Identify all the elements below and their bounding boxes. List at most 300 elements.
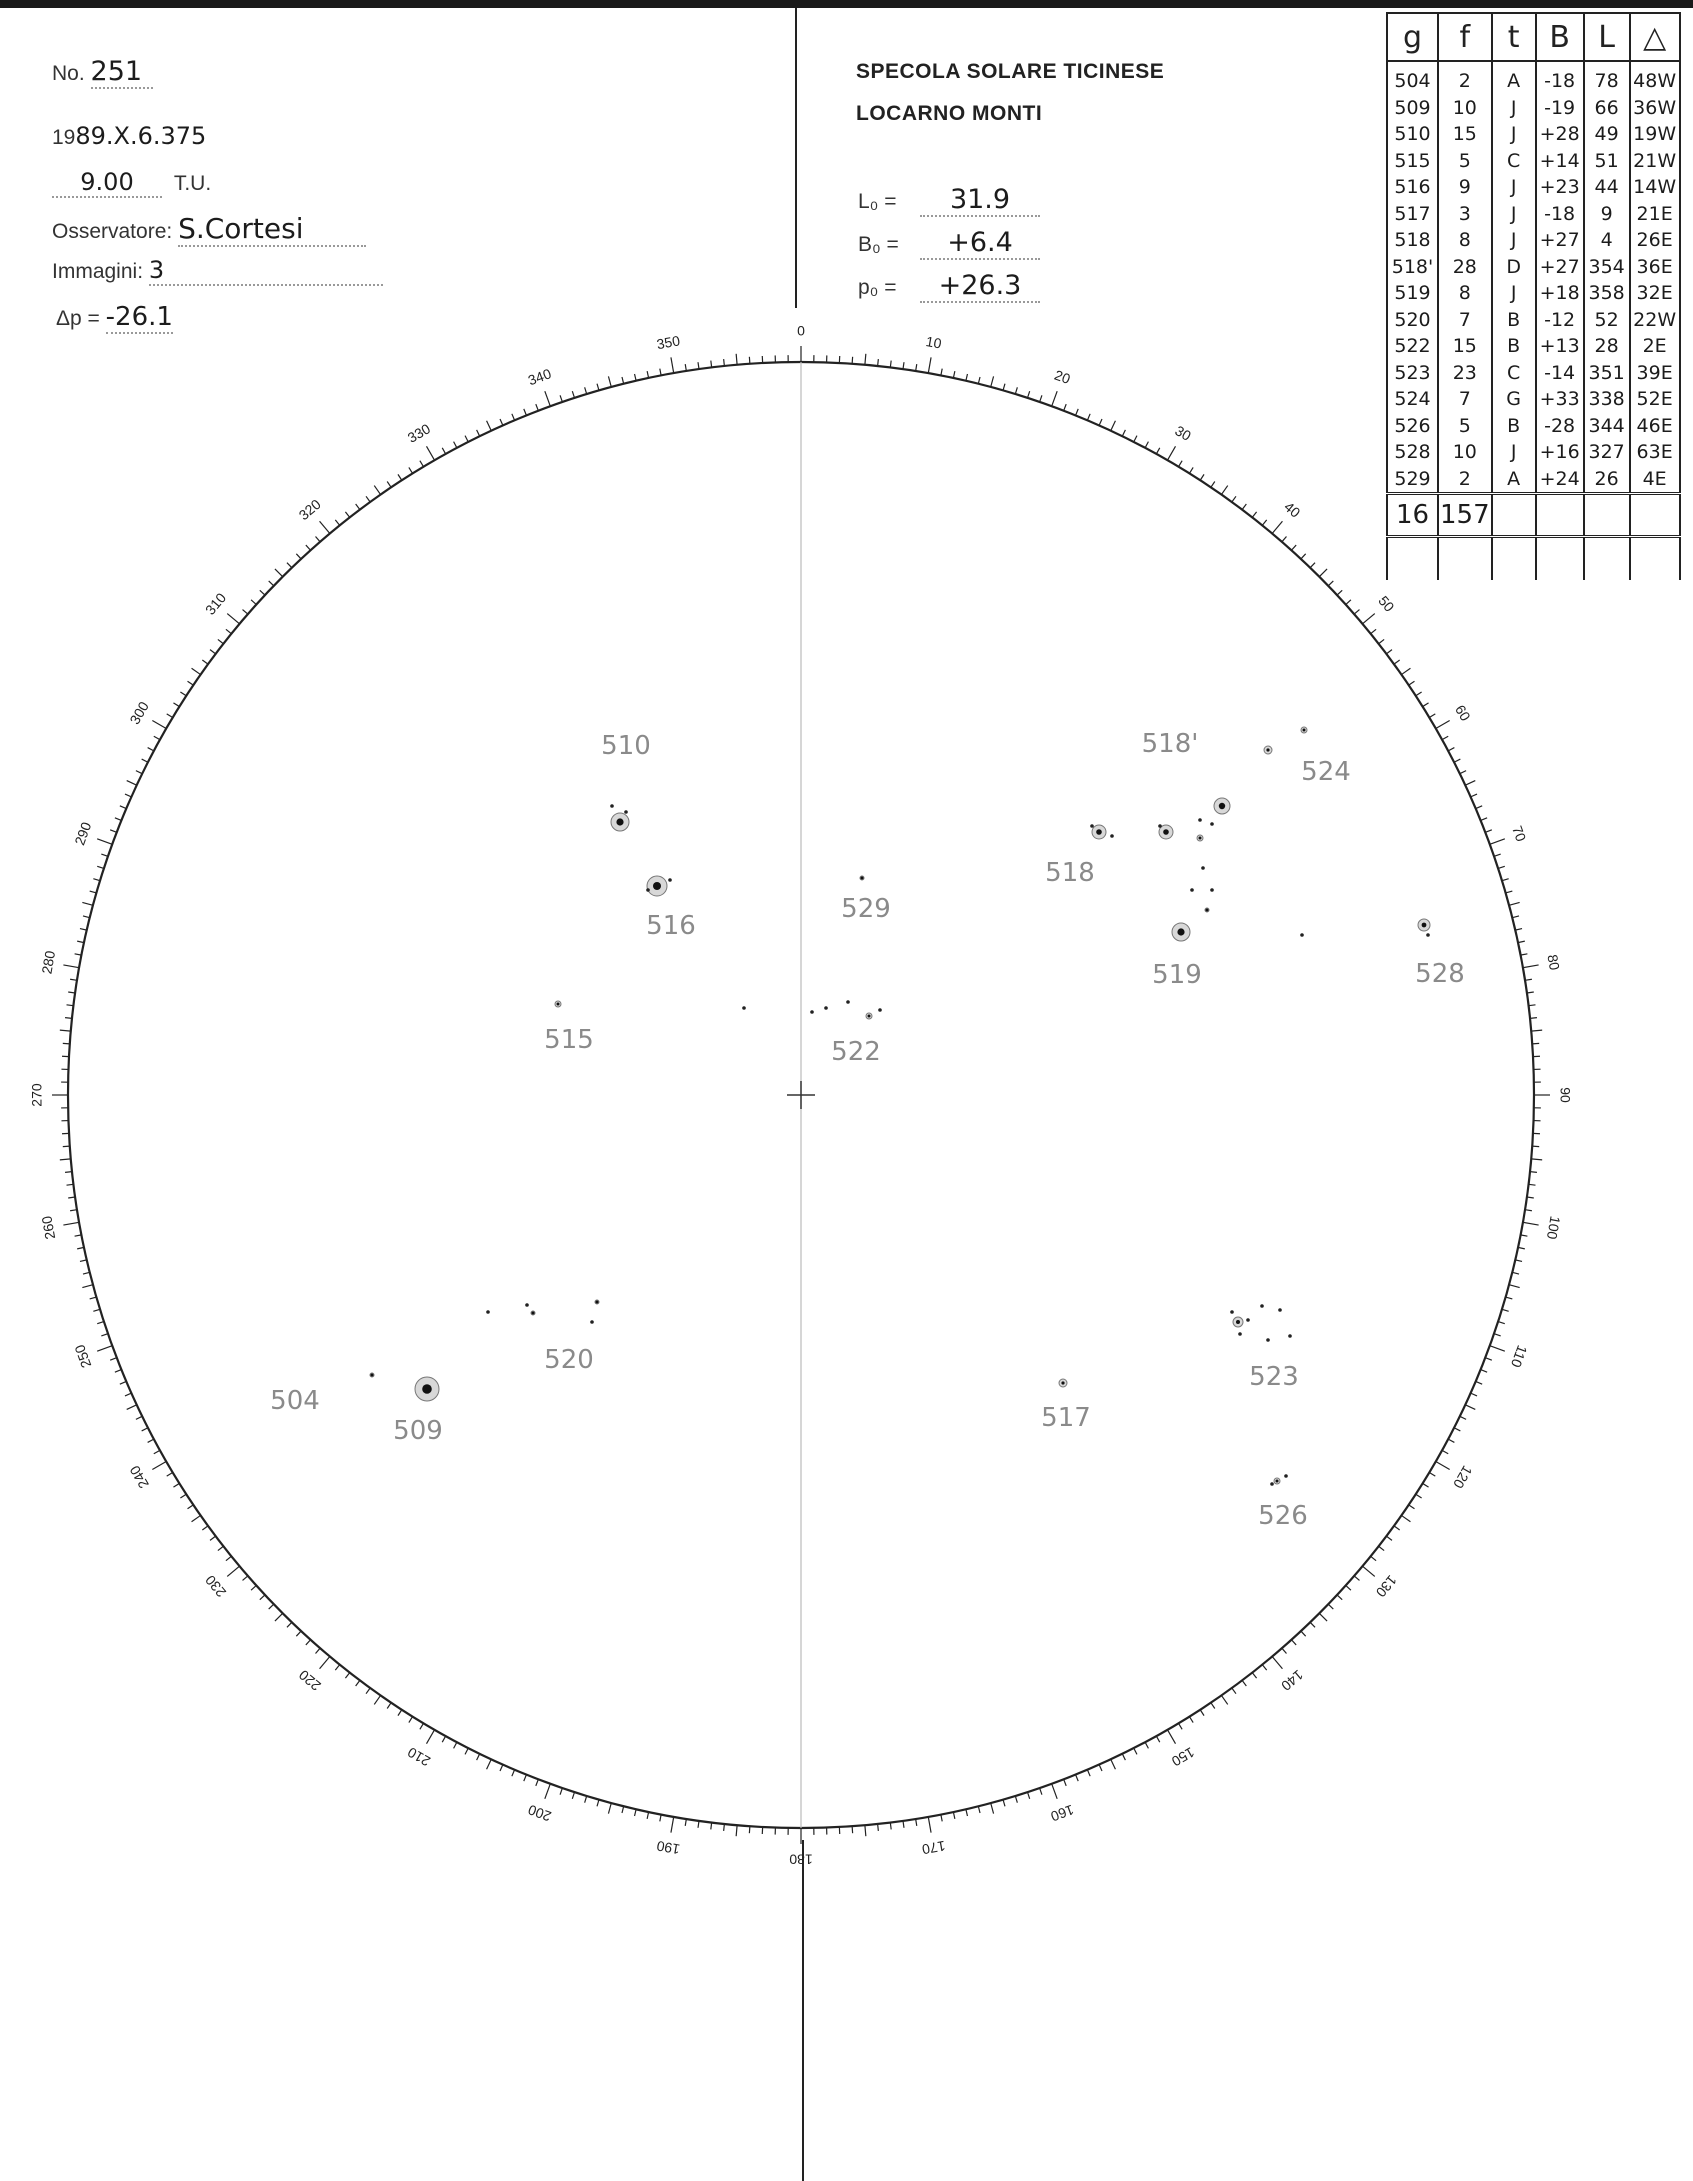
table-cell: +27 — [1536, 254, 1584, 281]
ring-tick — [698, 362, 699, 369]
ring-tick — [903, 1821, 904, 1828]
ring-tick — [1476, 1381, 1482, 1384]
group-label-523: 523 — [1249, 1362, 1299, 1392]
table-cell: 7 — [1438, 307, 1492, 334]
ring-tick — [1221, 1695, 1227, 1704]
ring-tick — [148, 748, 154, 751]
ring-tick — [442, 1736, 445, 1742]
ring-tick — [1076, 409, 1079, 415]
ring-tick — [477, 430, 480, 436]
table-cell: 19W — [1630, 121, 1680, 148]
ring-degree-label: 30 — [1172, 422, 1194, 444]
ring-tick — [1494, 1334, 1501, 1336]
ring-tick — [1179, 1723, 1183, 1729]
ring-tick — [647, 1812, 648, 1819]
ring-tick — [75, 1235, 82, 1236]
ring-degree-label: 220 — [295, 1666, 324, 1695]
table-cell: 22W — [1630, 307, 1680, 334]
ring-degree-label: 230 — [201, 1572, 230, 1601]
ring-tick — [366, 1688, 370, 1694]
ring-tick — [427, 1730, 435, 1744]
ring-tick — [878, 1824, 879, 1831]
ring-tick — [320, 1657, 330, 1669]
table-cell: 5 — [1438, 148, 1492, 175]
ring-tick — [1076, 1775, 1079, 1781]
ring-tick — [1122, 430, 1125, 436]
ring-tick — [136, 771, 142, 774]
ring-tick — [1409, 1505, 1415, 1509]
sunspot-umbra — [1276, 1480, 1279, 1483]
ring-tick — [1386, 1536, 1392, 1540]
table-cell: 4E — [1630, 466, 1680, 494]
ring-tick — [1429, 1473, 1435, 1477]
ring-tick — [572, 391, 574, 398]
ring-tick — [1515, 929, 1522, 931]
ring-tick — [67, 1005, 74, 1006]
table-cell: 344 — [1584, 413, 1630, 440]
ring-degree-label: 290 — [71, 819, 95, 848]
ring-tick — [269, 1604, 274, 1609]
group-label-518: 518 — [1045, 858, 1095, 888]
sunspot-umbra — [596, 1301, 599, 1304]
group-label-516: 516 — [646, 911, 696, 941]
table-cell: 9 — [1438, 174, 1492, 201]
table-cell: 7 — [1438, 386, 1492, 413]
sunspot-pore — [668, 878, 672, 882]
ring-tick — [320, 521, 330, 533]
ring-degree-label: 200 — [525, 1801, 554, 1825]
table-cell: 63E — [1630, 439, 1680, 466]
ring-tick — [1509, 902, 1520, 905]
table-cell: 8 — [1438, 227, 1492, 254]
ring-degree-label: 150 — [1169, 1744, 1198, 1770]
ring-tick — [572, 1792, 574, 1799]
table-cell: B — [1492, 333, 1536, 360]
table-cell: 32E — [1630, 280, 1680, 307]
ring-tick — [1523, 1222, 1539, 1225]
ring-degree-label: 300 — [126, 698, 152, 727]
ring-tick — [524, 1775, 527, 1781]
ring-degree-label: 80 — [1544, 953, 1563, 972]
sunspot-pore — [1190, 888, 1194, 892]
ring-degree-label: 0 — [797, 322, 805, 339]
table-cell: 358 — [1584, 280, 1630, 307]
sunspot-pore — [646, 888, 650, 892]
ring-tick — [1064, 1779, 1067, 1786]
sunspot-umbra — [1422, 923, 1427, 928]
ring-tick — [67, 1184, 74, 1185]
ring-tick — [1471, 794, 1477, 797]
ring-tick — [1200, 474, 1204, 480]
ring-tick — [1460, 1416, 1466, 1419]
ring-tick — [1530, 1018, 1537, 1019]
ring-tick — [83, 916, 90, 918]
ring-tick — [335, 520, 339, 525]
ring-tick — [1052, 391, 1057, 406]
ring-tick — [1328, 1604, 1333, 1609]
table-cell: 2 — [1438, 61, 1492, 95]
sunspot-umbra — [422, 1384, 432, 1394]
ring-tick — [1506, 891, 1513, 893]
ring-tick — [1301, 1631, 1306, 1636]
ring-tick — [1485, 1358, 1492, 1361]
observer-value: S.Cortesi — [178, 212, 366, 247]
ring-tick — [1015, 387, 1017, 394]
ring-tick — [622, 377, 624, 384]
ring-tick — [65, 1018, 72, 1019]
ring-tick — [1490, 839, 1505, 844]
ring-tick — [916, 364, 917, 371]
ring-tick — [82, 902, 93, 905]
ring-tick — [585, 387, 587, 394]
ring-tick — [966, 1809, 968, 1816]
ring-tick — [1521, 1235, 1528, 1236]
table-cell: 52 — [1584, 307, 1630, 334]
table-cell: 10 — [1438, 95, 1492, 122]
ring-degree-label: 120 — [1450, 1463, 1476, 1492]
ring-tick — [928, 1817, 931, 1833]
sunspot-pore — [824, 1006, 828, 1010]
table-cell: 526 — [1387, 413, 1438, 440]
ring-tick — [243, 610, 248, 615]
ring-tick — [1242, 1680, 1246, 1686]
sunspot-pore — [1230, 1310, 1234, 1314]
ring-tick — [1252, 1673, 1256, 1679]
ring-tick — [1515, 1260, 1522, 1262]
group-label-520: 520 — [544, 1345, 594, 1375]
ring-degree-label: 320 — [295, 495, 324, 524]
ring-degree-label: 210 — [404, 1744, 433, 1770]
ring-tick — [1442, 736, 1448, 739]
ring-tick — [1282, 1648, 1287, 1653]
ring-tick — [243, 1576, 248, 1581]
table-cell: 3 — [1438, 201, 1492, 228]
sunspot-umbra — [1206, 909, 1209, 912]
ring-tick — [1221, 486, 1227, 495]
sunspot-pore — [878, 1008, 882, 1012]
ring-tick — [70, 979, 77, 980]
table-cell: 26E — [1630, 227, 1680, 254]
sunspot-pore — [525, 1303, 529, 1307]
ring-tick — [75, 954, 82, 955]
ring-tick — [1442, 1450, 1448, 1453]
ring-tick — [1471, 1393, 1477, 1396]
ring-tick — [335, 1665, 339, 1670]
time-unit: T.U. — [173, 172, 212, 195]
table-cell: J — [1492, 95, 1536, 122]
ring-tick — [1518, 941, 1525, 942]
ring-tick — [1252, 512, 1256, 518]
ring-tick — [1111, 1759, 1116, 1769]
table-cell: +28 — [1536, 121, 1584, 148]
table-cell: 48W — [1630, 61, 1680, 95]
ring-tick — [1512, 1272, 1519, 1274]
ring-tick — [275, 569, 283, 577]
date-value: 89.X.6.375 — [75, 122, 207, 150]
group-label-504: 504 — [270, 1386, 320, 1416]
table-cell: 39E — [1630, 360, 1680, 387]
ring-tick — [560, 395, 562, 402]
ring-tick — [1346, 1585, 1351, 1590]
group-label-526: 526 — [1258, 1501, 1308, 1531]
ring-tick — [865, 1825, 866, 1836]
ring-tick — [1521, 954, 1528, 955]
ring-tick — [1423, 1483, 1429, 1487]
ring-tick — [545, 391, 550, 406]
observatory-name: SPECOLA SOLARE TICINESE — [856, 60, 1165, 83]
table-cell: 15 — [1438, 121, 1492, 148]
ring-tick — [1337, 1595, 1342, 1600]
ring-tick — [1465, 1405, 1475, 1410]
table-cell: A — [1492, 61, 1536, 95]
table-cell: 504 — [1387, 61, 1438, 95]
ring-tick — [167, 714, 173, 718]
table-cell: 510 — [1387, 121, 1438, 148]
ring-tick — [1371, 629, 1376, 633]
ring-tick — [1454, 759, 1460, 762]
sunspot-umbra — [1061, 1381, 1064, 1384]
table-cell: 21W — [1630, 148, 1680, 175]
date-prefix: 19 — [52, 126, 76, 149]
ring-tick — [97, 839, 112, 844]
table-cell: J — [1492, 201, 1536, 228]
delta-p-label: Δp = — [56, 307, 100, 330]
ring-tick — [306, 1640, 311, 1645]
sunspot-umbra — [1266, 748, 1269, 751]
table-cell: -12 — [1536, 307, 1584, 334]
ring-tick — [1527, 992, 1534, 993]
ring-tick — [316, 537, 321, 542]
table-cell: 51 — [1584, 148, 1630, 175]
ring-tick — [1319, 569, 1327, 577]
ring-tick — [671, 1817, 674, 1833]
group-label-529: 529 — [841, 894, 891, 924]
ring-tick — [1525, 1210, 1532, 1211]
ring-tick — [1379, 1546, 1385, 1550]
ring-tick — [500, 419, 503, 425]
sunspot-pore — [610, 804, 614, 808]
ring-tick — [1512, 916, 1519, 918]
ring-tick — [97, 866, 104, 868]
table-cell: 515 — [1387, 148, 1438, 175]
ring-tick — [1200, 1710, 1204, 1716]
sunspot-umbra — [532, 1312, 535, 1315]
ring-tick — [1476, 806, 1482, 809]
ring-tick — [1490, 1346, 1505, 1351]
ring-tick — [1087, 1770, 1090, 1776]
param-L0-value: 31.9 — [920, 184, 1040, 217]
ring-tick — [724, 359, 725, 366]
ring-tick — [1502, 1309, 1509, 1311]
ring-tick — [1530, 1172, 1537, 1173]
ring-tick — [127, 781, 137, 786]
table-cell: 2E — [1630, 333, 1680, 360]
ring-tick — [1363, 1566, 1375, 1576]
ring-tick — [226, 1556, 231, 1560]
ring-tick — [296, 1631, 301, 1636]
ring-tick — [287, 563, 292, 568]
ring-tick — [260, 1595, 265, 1600]
table-cell: +18 — [1536, 280, 1584, 307]
ring-degree-label: 40 — [1281, 498, 1304, 521]
table-cell: 518 — [1387, 227, 1438, 254]
ring-tick — [1498, 1322, 1505, 1324]
total-groups: 16 — [1387, 494, 1438, 537]
ring-tick — [991, 1803, 994, 1814]
header-B: B — [1536, 13, 1584, 61]
table-cell: 5 — [1438, 413, 1492, 440]
ring-tick — [1156, 1736, 1159, 1742]
ring-tick — [512, 414, 515, 420]
table-cell: +23 — [1536, 174, 1584, 201]
sunspot-pore — [1246, 1318, 1250, 1322]
sunspot-pore — [590, 1320, 594, 1324]
ring-tick — [635, 374, 637, 381]
ring-tick — [660, 1815, 661, 1822]
ring-tick — [442, 448, 445, 454]
ring-tick — [82, 1285, 93, 1288]
ring-tick — [387, 1703, 391, 1709]
ring-degree-label: 160 — [1048, 1801, 1077, 1825]
ring-tick — [1242, 504, 1246, 510]
ring-tick — [83, 1272, 90, 1274]
ring-tick — [1531, 1030, 1542, 1031]
sunspot-umbra — [1199, 837, 1202, 840]
ring-degree-label: 90 — [1557, 1087, 1574, 1103]
table-cell: +27 — [1536, 227, 1584, 254]
observer-label: Osservatore: — [52, 220, 173, 243]
ring-tick — [173, 1483, 179, 1487]
group-label-528: 528 — [1415, 959, 1465, 989]
ring-tick — [1310, 1622, 1315, 1627]
ring-tick — [1040, 1788, 1042, 1795]
sunspot-pore — [742, 1006, 746, 1010]
ring-tick — [512, 1770, 515, 1776]
table-cell: 26 — [1584, 466, 1630, 494]
ring-tick — [115, 1370, 121, 1373]
sunspot-pore — [1210, 822, 1214, 826]
ring-tick — [454, 442, 457, 448]
ring-tick — [1527, 1197, 1534, 1198]
sunspot-pore — [1300, 933, 1304, 937]
ring-degree-label: 280 — [38, 949, 59, 976]
sunspot-umbra — [861, 877, 864, 880]
table-cell: -18 — [1536, 201, 1584, 228]
table-cell: J — [1492, 174, 1536, 201]
table-cell: -18 — [1536, 61, 1584, 95]
header-f: f — [1438, 13, 1492, 61]
ring-tick — [1354, 1576, 1359, 1581]
table-cell: 351 — [1584, 360, 1630, 387]
table-cell: 354 — [1584, 254, 1630, 281]
ring-tick — [865, 354, 866, 365]
ring-tick — [1494, 854, 1501, 856]
ring-tick — [647, 371, 648, 378]
ring-tick — [1015, 1796, 1017, 1803]
ring-tick — [409, 467, 413, 473]
ring-tick — [77, 941, 84, 942]
group-label-522: 522 — [831, 1037, 881, 1067]
ring-tick — [1529, 1005, 1536, 1006]
ring-degree-label: 250 — [71, 1342, 95, 1371]
ring-tick — [70, 1210, 77, 1211]
ring-tick — [420, 461, 424, 467]
ring-tick — [356, 504, 360, 510]
sunspot-pore — [1288, 1334, 1292, 1338]
ring-tick — [1416, 1494, 1422, 1498]
table-cell: -19 — [1536, 95, 1584, 122]
table-cell: 21E — [1630, 201, 1680, 228]
ring-tick — [154, 736, 160, 739]
table-cell: C — [1492, 148, 1536, 175]
table-cell: +14 — [1536, 148, 1584, 175]
ring-tick — [77, 1247, 84, 1248]
ring-tick — [536, 1779, 539, 1786]
ring-tick — [698, 1821, 699, 1828]
ring-tick — [1436, 1462, 1450, 1470]
ring-tick — [1232, 1688, 1236, 1694]
ring-tick — [1481, 818, 1487, 821]
ring-tick — [110, 1358, 117, 1361]
sunspot-pore — [1426, 933, 1430, 937]
table-cell: 518' — [1387, 254, 1438, 281]
ring-tick — [1262, 520, 1266, 525]
sunspot-pore — [1238, 1332, 1242, 1336]
ring-tick — [1211, 482, 1215, 488]
time-value: 9.00 — [52, 168, 162, 198]
sunspot-pore — [1090, 824, 1094, 828]
table-cell: J — [1492, 227, 1536, 254]
ring-tick — [63, 965, 79, 968]
sunspot-pore — [1270, 1482, 1274, 1486]
table-cell: 49 — [1584, 121, 1630, 148]
ring-tick — [409, 1717, 413, 1723]
ring-tick — [685, 364, 686, 371]
ring-tick — [374, 1695, 380, 1704]
ring-tick — [68, 992, 75, 993]
header-L: L — [1584, 13, 1630, 61]
table-cell: 520 — [1387, 307, 1438, 334]
sunspot-pore — [1210, 888, 1214, 892]
ring-tick — [465, 436, 468, 442]
table-cell: 9 — [1584, 201, 1630, 228]
ring-tick — [941, 1815, 942, 1822]
ring-tick — [1454, 1428, 1460, 1431]
ring-tick — [1168, 1730, 1176, 1744]
ring-tick — [660, 369, 661, 376]
table-cell: 36E — [1630, 254, 1680, 281]
ring-tick — [1099, 1765, 1102, 1771]
ring-tick — [524, 409, 527, 415]
ring-tick — [296, 554, 301, 559]
ring-tick — [127, 1405, 137, 1410]
sunspot-umbra — [616, 818, 623, 825]
ring-tick — [60, 1030, 71, 1031]
ring-tick — [500, 1765, 503, 1771]
table-cell: A — [1492, 466, 1536, 494]
ring-tick — [120, 1381, 126, 1384]
ring-tick — [260, 590, 265, 595]
ring-tick — [1291, 1640, 1296, 1645]
ring-tick — [991, 376, 994, 387]
ring-tick — [210, 650, 216, 654]
ring-tick — [1232, 496, 1236, 502]
ring-tick — [916, 1819, 917, 1826]
ring-tick — [1328, 581, 1333, 586]
ring-tick — [1465, 781, 1475, 786]
ring-tick — [1111, 421, 1116, 431]
ring-tick — [1134, 1748, 1137, 1754]
